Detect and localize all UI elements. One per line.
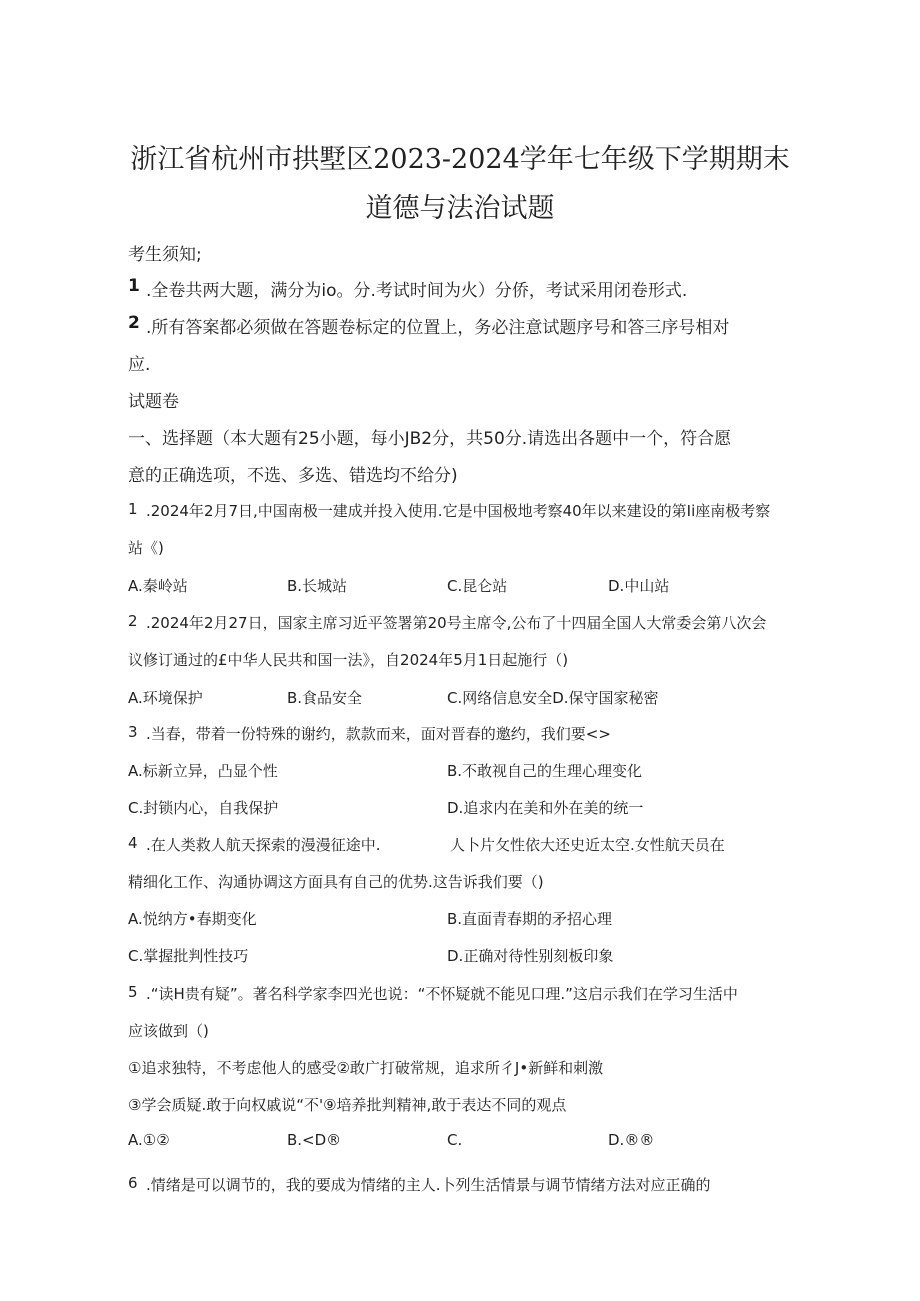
question-text-line: .情绪是可以调节的，我的要成为情绪的主人.卜列生活情景与调节情绪方法对应正确的 [146,1176,711,1194]
option-b: B.食品安全 [287,689,363,707]
question-number: 2 [128,612,138,630]
option-c: C.昆仑站 [447,577,508,595]
question-number: 6 [128,1174,138,1192]
question-number: 1 [128,500,138,518]
option-b: B.<D® [287,1131,342,1149]
question-text-line: 站《) [128,539,164,557]
notice-item2-text: .所有答案都必须做在答题卷标定的位置上，务必注意试题序号和答三序号相对 [146,318,730,338]
option-d: D.®® [608,1131,655,1149]
section-heading-line1: 一、选择题（本大题有25小题，每小JB2分，共50分.请选出各题中一个，符合愿 [128,429,732,449]
document-title-line2: 道德与法治试题 [365,193,555,224]
question-text-line: 人卜片攵性依大还史近太空.女性航天员在 [450,836,725,854]
question-text-line: .当春，带着一份特殊的谢约，款款而来，面对晋春的邀约，我们要<> [146,725,611,743]
question-text-line: 议修订通过的£中华人民共和国一法》，自2024年5月1日起施行（) [128,651,569,669]
option-a: A.环境保护 [128,689,203,707]
option-b: B.长城站 [287,577,348,595]
notice-item2-number: 2 [128,313,140,333]
question-text-line: .2024年2月27日，国家主席习近平签署第20号主席令,公布了十四届全国人大常委会第八次会 [146,614,767,632]
statement-line: ③学会质疑.敢于向权戚说“不'⑨培养批判精神,敢于表达不同的观点 [128,1096,567,1114]
notice-item1-number: 1 [128,276,140,296]
option-d: D.追求内在美和外在美的统一 [447,799,644,817]
option-a: A.①② [128,1131,170,1149]
option-a: A.标新立异，凸显个性 [128,762,278,780]
option-b: B.不敢视自己的生理心理变化 [447,762,643,780]
option-d: D.中山站 [608,577,670,595]
question-number: 3 [128,723,138,741]
option-c: C.封锁内心，自我保护 [128,799,279,817]
option-a: A.悦纳方•春期变化 [128,910,257,928]
question-number: 5 [128,983,138,1001]
question-text-line: .在人类救人航天探索的漫漫征途中. [146,836,381,854]
option-d: D.正确对待性别刻板印象 [447,947,614,965]
section-heading-line2: 意的正确选项，不选、多选、错选均不给分) [128,466,458,486]
notice-heading: 考生须知; [128,245,202,265]
question-text-line: 应该做到（) [128,1022,209,1040]
option-b: B.直面青春期的矛招心理 [447,910,613,928]
question-text-line: .“读H贵有疑”。著名科学家李四光也说：“不怀疑就不能见口理.”这启示我们在学习生活中 [146,985,738,1003]
question-text-line: .2024年2月7日,中国南极一建成并投入使用.它是中国极地考察40年以来建设的第Ii座南极考察 [146,502,771,520]
notice-item2-continuation: 应. [128,355,151,375]
option-c-d: C.网络信息安全D.保守国家秘密 [447,689,659,707]
document-title-line1: 浙江省杭州市拱墅区2023-2024学年七年级下学期期末 [130,144,790,175]
paper-label: 试题卷 [128,392,179,412]
option-c: C.掌握批判性技巧 [128,947,249,965]
option-a: A.秦岭站 [128,577,188,595]
question-number: 4 [128,834,138,852]
question-text-line: 精细化工作、沟通协调这方面具有自己的优势.这告诉我们要（) [128,873,544,891]
option-c: C. [447,1131,463,1149]
notice-item1-text: .全卷共两大题，满分为io。分.考试时间为火）分侨，考试采用闭卷形式. [146,281,688,301]
statement-line: ①追求独特，不考虑他人的感受②敢广打破常规，追求所彳J•新鲜和刺激 [128,1059,604,1077]
